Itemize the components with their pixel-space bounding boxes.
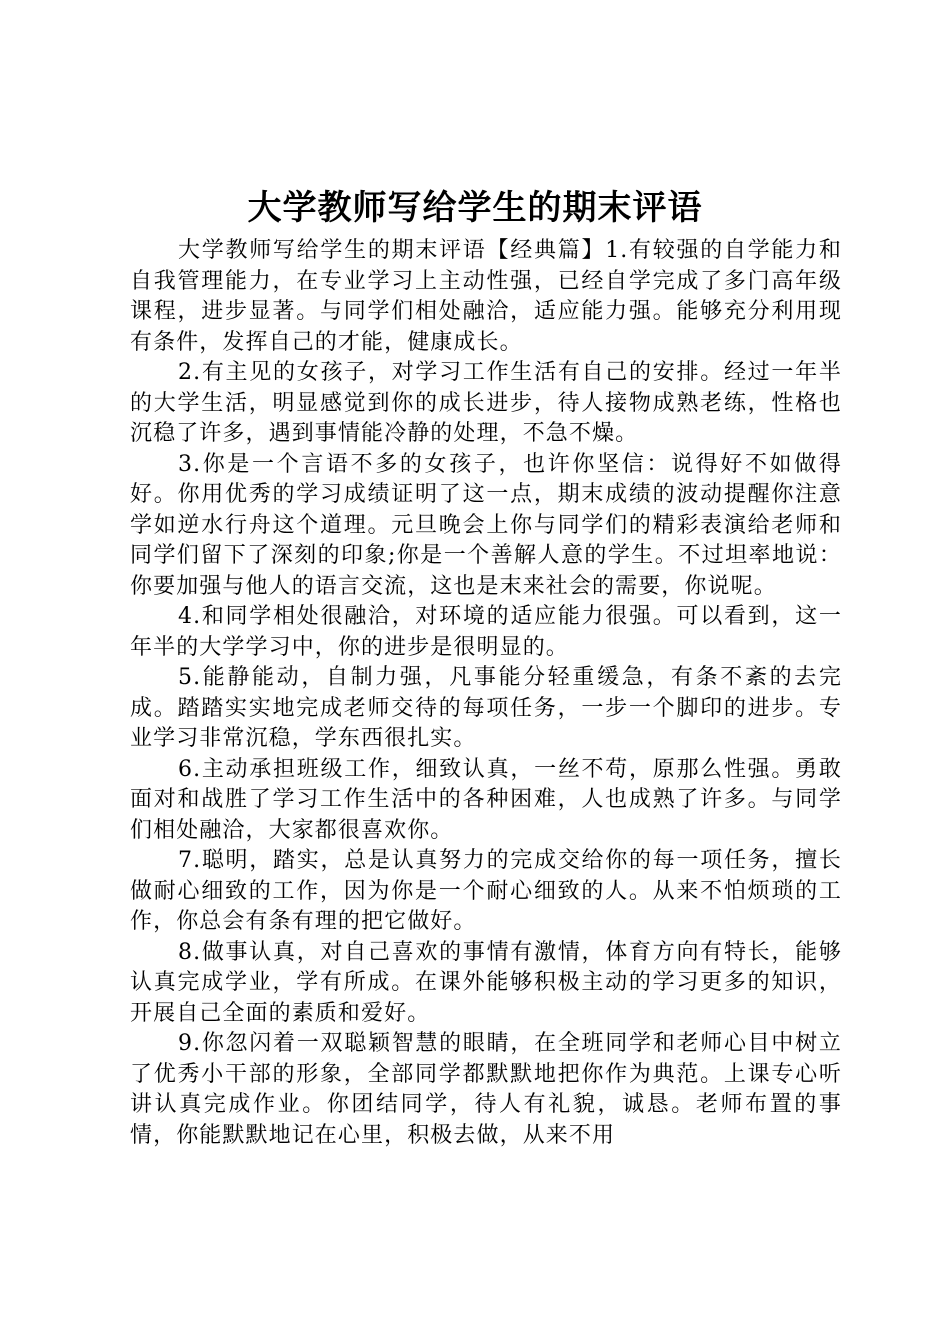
paragraph-8: 8.做事认真，对自己喜欢的事情有激情，体育方向有特长，能够认真完成学业，学有所成。在课外能够积极主动的学习更多的知识，开展自己全面的素质和爱好。 xyxy=(130,939,842,1026)
paragraph-1: 大学教师写给学生的期末评语【经典篇】1.有较强的自学能力和自我管理能力，在专业学习上主动性强，已经自学完成了多门高年级课程，进步显著。与同学们相处融洽，适应能力强。能够充分利用现有条件，发挥自己的才能，健康成长。 xyxy=(130,238,842,355)
paragraph-3: 3.你是一个言语不多的女孩子，也许你坚信：说得好不如做得好。你用优秀的学习成绩证明了这一点，期末成绩的波动提醒你注意学如逆水行舟这个道理。元旦晚会上你与同学们的精彩表演给老师和同学们留下了深刻的印象;你是一个善解人意的学生。不过坦率地说：你要加强与他人的语言交流，这也是末来社会的需要，你说呢。 xyxy=(130,451,842,599)
paragraph-5: 5.能静能动，自制力强，凡事能分轻重缓急，有条不紊的去完成。踏踏实实地完成老师交待的每项任务，一步一个脚印的进步。专业学习非常沉稳，学东西很扎实。 xyxy=(130,665,842,751)
paragraph-2: 2.有主见的女孩子，对学习工作生活有自己的安排。经过一年半的大学生活，明显感觉到你的成长进步，待人接物成熟老练，性格也沉稳了许多，遇到事情能冷静的处理，不急不燥。 xyxy=(130,360,842,446)
document-body xyxy=(130,236,842,1151)
paragraph-7: 7.聪明，踏实，总是认真努力的完成交给你的每一项任务，擅长做耐心细致的工作，因为你是一个耐心细致的人。从来不怕烦琐的工作，你总会有条有理的把它做好。 xyxy=(130,848,842,934)
paragraph-6: 6.主动承担班级工作，细致认真，一丝不苟，原那么性强。勇敢面对和战胜了学习工作生活中的各种困难，人也成熟了许多。与同学们相处融洽，大家都很喜欢你。 xyxy=(130,756,842,843)
paragraph-4: 4.和同学相处很融洽，对环境的适应能力很强。可以看到，这一年半的大学学习中，你的进步是很明显的。 xyxy=(130,604,842,660)
paragraph-9: 9.你忽闪着一双聪颖智慧的眼睛，在全班同学和老师心目中树立了优秀小干部的形象，全部同学都默默地把你作为典范。上课专心听讲认真完成作业。你团结同学，待人有礼貌，诚恳。老师布置的事情，你能默默地记在心里，积极去做，从来不用 xyxy=(130,1031,842,1148)
page-title: 大学教师写给学生的期末评语 xyxy=(247,188,703,228)
